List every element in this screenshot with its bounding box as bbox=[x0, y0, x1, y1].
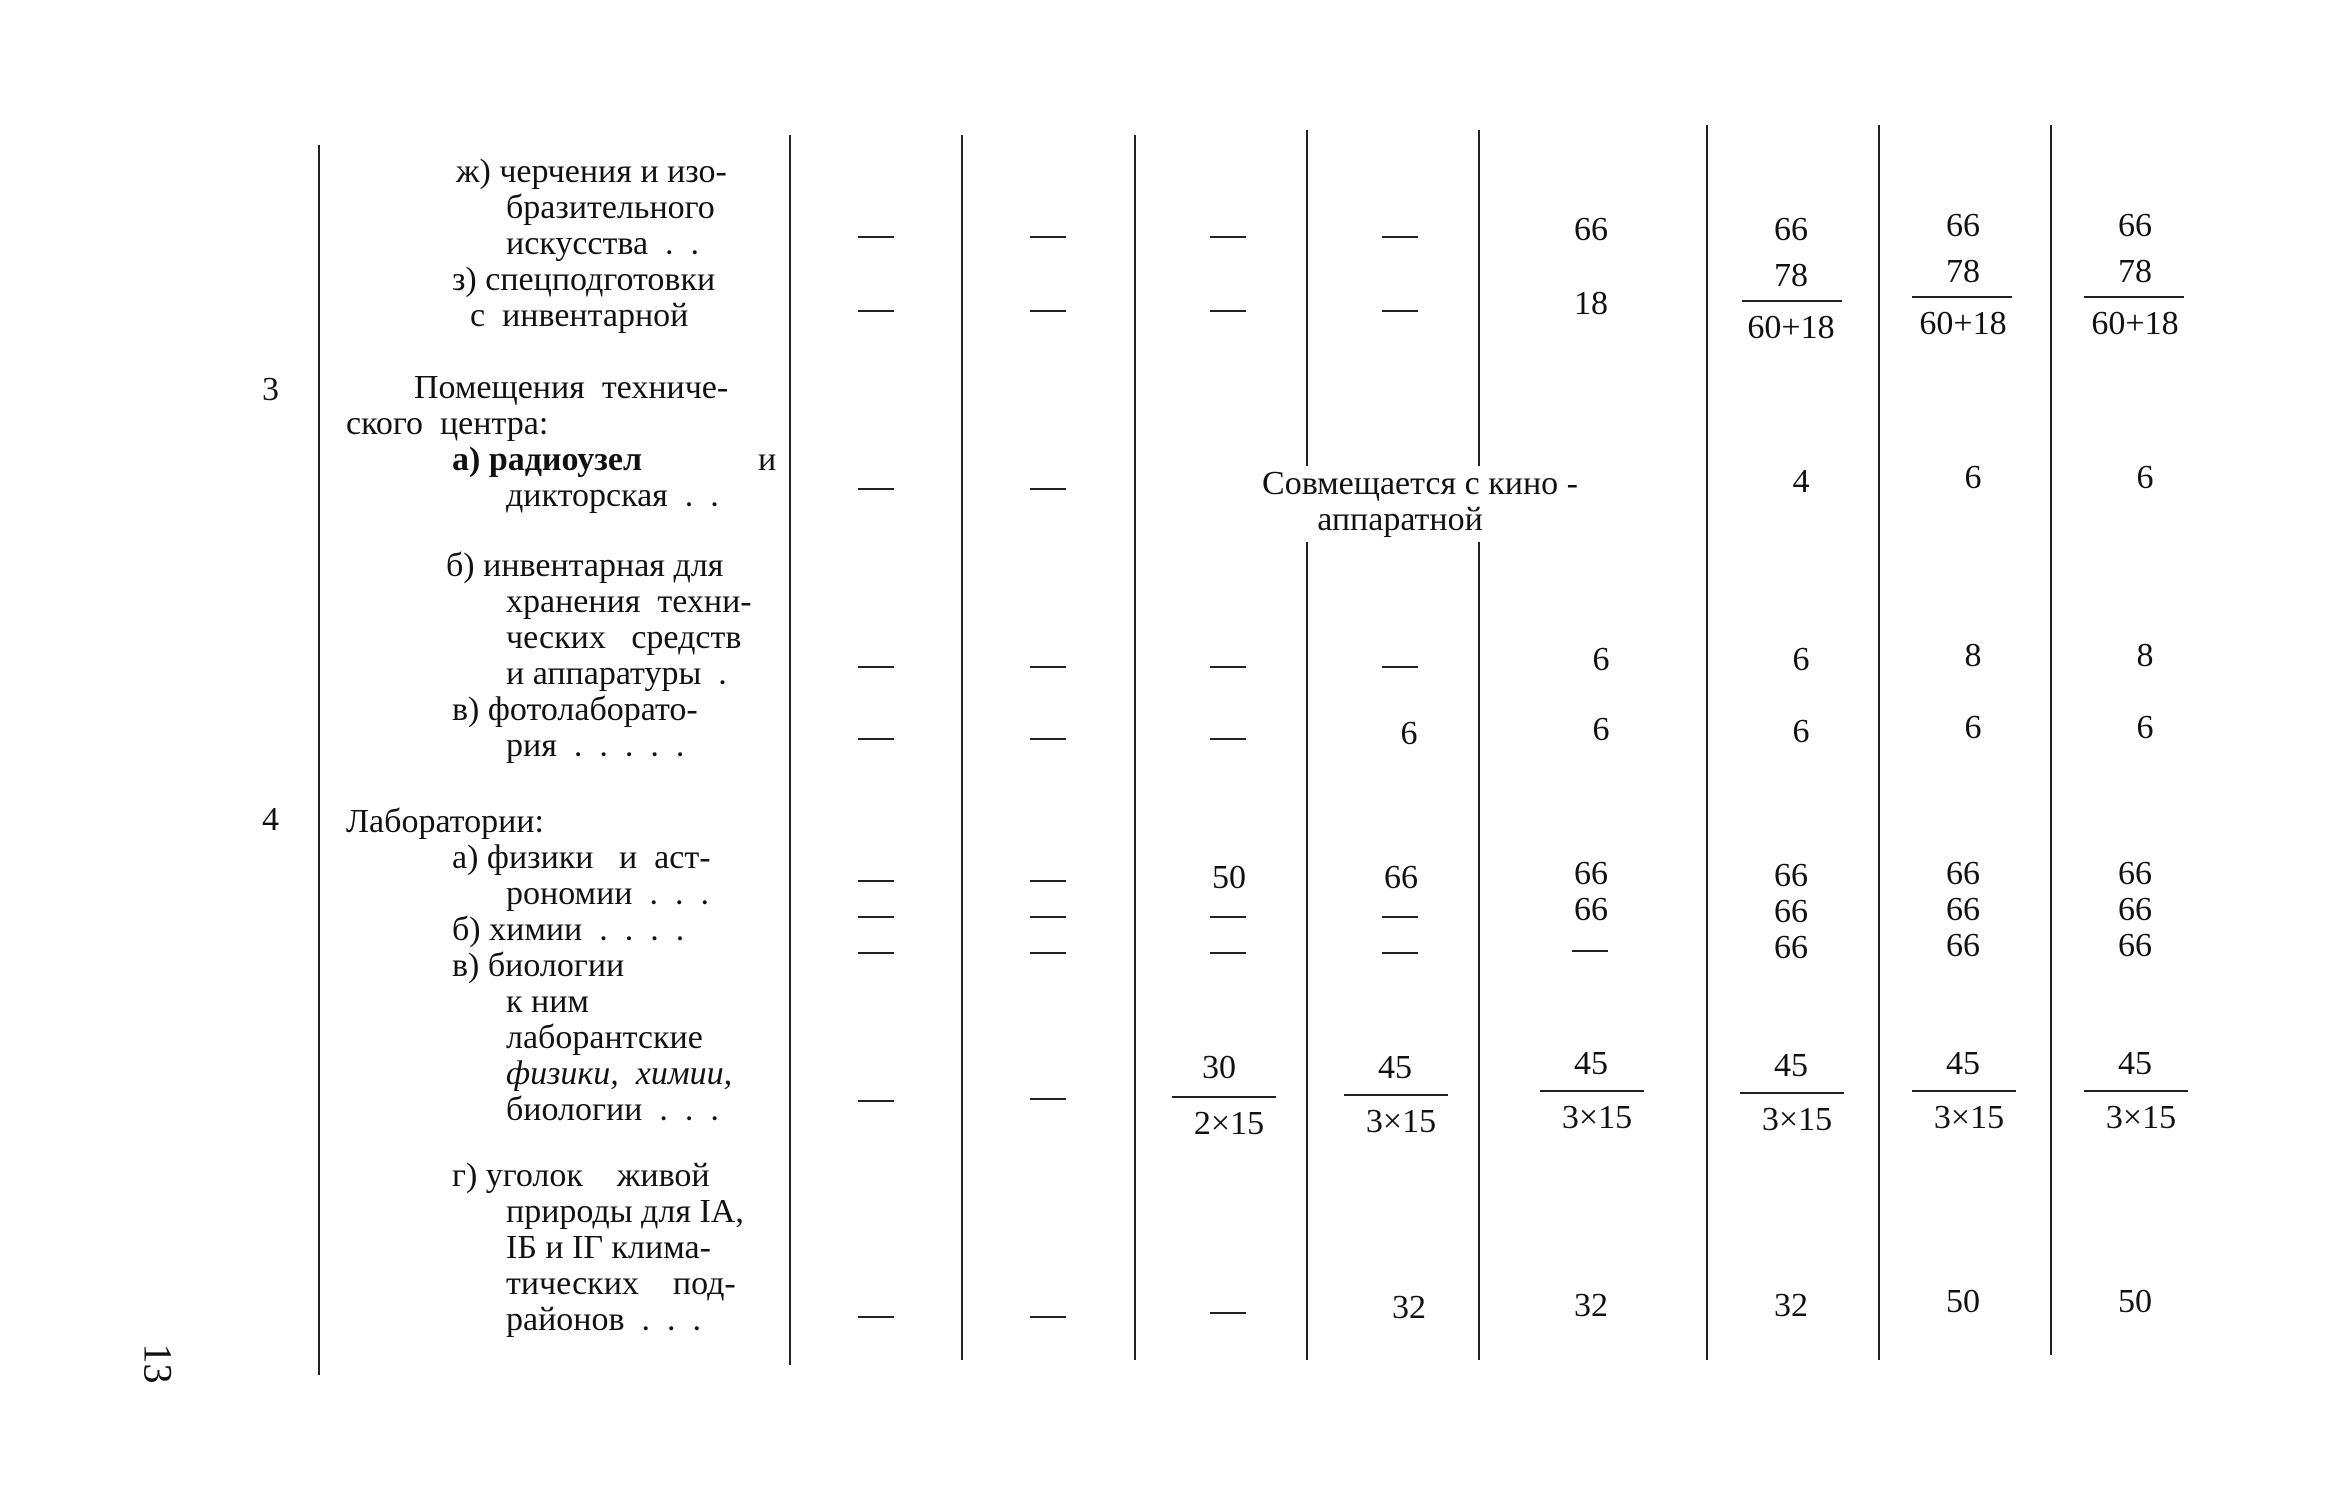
cell-value: 66 bbox=[1574, 855, 1608, 892]
cell-value: 4 bbox=[1792, 463, 1810, 500]
col-line-1 bbox=[789, 135, 791, 1365]
cell-value: 32 bbox=[1774, 1287, 1808, 1324]
empty-dash bbox=[858, 236, 894, 238]
section-title: Лаборатории: bbox=[346, 803, 544, 840]
cell-value: 8 bbox=[1964, 637, 1982, 674]
empty-dash bbox=[1572, 950, 1608, 952]
merged-note-line1: Совмещается с кино - bbox=[1262, 465, 1578, 502]
cell-value: 66 bbox=[1946, 855, 1980, 892]
empty-dash bbox=[858, 666, 894, 668]
fraction-numerator: 45 bbox=[1574, 1045, 1608, 1082]
page-number: 13 bbox=[135, 1343, 181, 1384]
cell-value: 66 bbox=[1946, 891, 1980, 928]
row-label: IБ и IГ клима- bbox=[506, 1229, 711, 1266]
col-line-3 bbox=[1134, 135, 1136, 1360]
cell-value: 6 bbox=[1792, 713, 1810, 750]
fraction-numerator: 45 bbox=[1774, 1047, 1808, 1084]
empty-dash bbox=[1030, 738, 1066, 740]
cell-value: 50 bbox=[1212, 859, 1246, 896]
col-line-7 bbox=[1878, 125, 1880, 1360]
row-label: бразительного bbox=[506, 189, 715, 226]
empty-dash bbox=[1382, 310, 1418, 312]
row-label: ческих средств bbox=[506, 619, 742, 656]
fraction-denominator: 3×15 bbox=[1365, 1103, 1437, 1140]
col-line-6 bbox=[1706, 125, 1708, 1360]
row-label: з) спецподготовки bbox=[452, 261, 716, 298]
empty-dash bbox=[1030, 952, 1066, 954]
row-label: и аппаратуры . bbox=[506, 655, 727, 692]
cell-value: 66 bbox=[2118, 855, 2152, 892]
cell-value: 66 bbox=[2118, 207, 2152, 244]
empty-dash bbox=[1210, 1312, 1246, 1314]
empty-dash bbox=[1030, 488, 1066, 490]
fraction-bar bbox=[1344, 1094, 1448, 1096]
cell-value: 66 bbox=[1384, 859, 1418, 896]
empty-dash bbox=[1382, 666, 1418, 668]
fraction-denominator: 60+18 bbox=[1747, 309, 1835, 346]
cell-value: 66 bbox=[1946, 207, 1980, 244]
fraction-denominator: 3×15 bbox=[1561, 1099, 1633, 1136]
empty-dash bbox=[1210, 236, 1246, 238]
row-label: к ним bbox=[506, 983, 589, 1020]
row-label: ж) черчения и изо- bbox=[456, 153, 727, 190]
cell-value: 50 bbox=[1946, 1283, 1980, 1320]
empty-dash bbox=[1030, 1316, 1066, 1318]
empty-dash bbox=[858, 488, 894, 490]
cell-value: 66 bbox=[1574, 211, 1608, 248]
fraction-numerator: 78 bbox=[1946, 253, 1980, 290]
cell-value: 18 bbox=[1574, 285, 1608, 322]
cell-value: 66 bbox=[1946, 927, 1980, 964]
fraction-numerator: 45 bbox=[2118, 1045, 2152, 1082]
row-label: тических под- bbox=[506, 1265, 736, 1302]
row-label: с инвентарной bbox=[470, 297, 689, 334]
fraction-bar bbox=[2084, 1090, 2188, 1092]
empty-dash bbox=[1030, 236, 1066, 238]
empty-dash bbox=[858, 916, 894, 918]
cell-value: 66 bbox=[1774, 893, 1808, 930]
row-label: в) биологии bbox=[452, 947, 625, 984]
empty-dash bbox=[1210, 952, 1246, 954]
cell-value: 6 bbox=[1964, 459, 1982, 496]
fraction-numerator: 45 bbox=[1946, 1045, 1980, 1082]
fraction-numerator: 78 bbox=[2118, 253, 2152, 290]
cell-value: 6 bbox=[1592, 711, 1610, 748]
row-label: природы для IА, bbox=[506, 1193, 744, 1230]
fraction-bar bbox=[1172, 1096, 1276, 1098]
empty-dash bbox=[1030, 1098, 1066, 1100]
cell-value: 6 bbox=[1592, 641, 1610, 678]
empty-dash bbox=[858, 738, 894, 740]
fraction-bar bbox=[1540, 1090, 1644, 1092]
row-label: б) химии . . . . bbox=[452, 911, 685, 948]
fraction-denominator: 3×15 bbox=[1933, 1099, 2005, 1136]
merged-note-line2: аппаратной bbox=[1317, 501, 1483, 538]
row-label: дикторская . . bbox=[506, 477, 719, 514]
col-line-8 bbox=[2050, 125, 2052, 1355]
cell-value: 6 bbox=[1400, 715, 1418, 752]
fraction-bar bbox=[1912, 1090, 2016, 1092]
empty-dash bbox=[858, 1316, 894, 1318]
cell-value: 6 bbox=[2136, 459, 2154, 496]
section-title: Помещения техниче- bbox=[414, 369, 729, 406]
empty-dash bbox=[858, 880, 894, 882]
empty-dash bbox=[1030, 916, 1066, 918]
row-label: рономии . . . bbox=[506, 875, 709, 912]
fraction-bar bbox=[2084, 296, 2184, 298]
empty-dash bbox=[858, 1100, 894, 1102]
cell-value: 32 bbox=[1392, 1289, 1426, 1326]
empty-dash bbox=[1030, 880, 1066, 882]
cell-value: 66 bbox=[1774, 211, 1808, 248]
empty-dash bbox=[1382, 916, 1418, 918]
row-label: б) инвентарная для bbox=[446, 547, 724, 584]
col-line-4 bbox=[1306, 130, 1308, 1360]
fraction-bar bbox=[1912, 296, 2012, 298]
empty-dash bbox=[1382, 952, 1418, 954]
cell-value: 6 bbox=[1792, 641, 1810, 678]
row-label: а) радиоузел bbox=[452, 441, 643, 478]
fraction-denominator: 3×15 bbox=[2105, 1099, 2177, 1136]
row-label: в) фотолаборато- bbox=[452, 691, 698, 728]
cell-value: 66 bbox=[1574, 891, 1608, 928]
cell-value: 66 bbox=[1774, 929, 1808, 966]
empty-dash bbox=[1382, 236, 1418, 238]
empty-dash bbox=[1210, 916, 1246, 918]
cell-value: 6 bbox=[2136, 709, 2154, 746]
row-label: и bbox=[758, 441, 777, 478]
cell-value: 50 bbox=[2118, 1283, 2152, 1320]
fraction-denominator: 60+18 bbox=[2091, 305, 2179, 342]
fraction-bar bbox=[1740, 1092, 1844, 1094]
row-label: искусства . . bbox=[506, 225, 700, 262]
row-label: рия . . . . . bbox=[506, 727, 685, 764]
cell-value: 6 bbox=[1964, 709, 1982, 746]
row-label: г) уголок живой bbox=[452, 1157, 710, 1194]
row-label: районов . . . bbox=[506, 1301, 702, 1338]
merged-note bbox=[1230, 466, 1610, 542]
section-title: ского центра: bbox=[346, 405, 549, 442]
row-label: биологии . . . bbox=[506, 1091, 719, 1128]
cell-value: 66 bbox=[2118, 927, 2152, 964]
empty-dash bbox=[1030, 666, 1066, 668]
cell-value: 66 bbox=[1774, 857, 1808, 894]
fraction-bar bbox=[1742, 300, 1842, 302]
fraction-denominator: 60+18 bbox=[1919, 305, 2007, 342]
row-label: физики, химии, bbox=[506, 1055, 733, 1092]
empty-dash bbox=[858, 952, 894, 954]
empty-dash bbox=[1030, 310, 1066, 312]
cell-value: 66 bbox=[2118, 891, 2152, 928]
fraction-numerator: 30 bbox=[1202, 1049, 1236, 1086]
fraction-denominator: 3×15 bbox=[1761, 1101, 1833, 1138]
fraction-numerator: 45 bbox=[1378, 1049, 1412, 1086]
empty-dash bbox=[1210, 738, 1246, 740]
col-line-2 bbox=[961, 135, 963, 1360]
cell-value: 8 bbox=[2136, 637, 2154, 674]
empty-dash bbox=[858, 310, 894, 312]
section-number-4: 4 bbox=[262, 801, 279, 838]
row-label: лаборантские bbox=[506, 1019, 703, 1056]
fraction-numerator: 78 bbox=[1774, 257, 1808, 294]
row-label: а) физики и аст- bbox=[452, 839, 711, 876]
fraction-denominator: 2×15 bbox=[1193, 1105, 1265, 1142]
col-line-0 bbox=[318, 145, 320, 1375]
empty-dash bbox=[1210, 310, 1246, 312]
row-label: хранения техни- bbox=[506, 583, 752, 620]
section-number-3: 3 bbox=[262, 371, 279, 408]
col-line-5 bbox=[1478, 130, 1480, 1360]
cell-value: 32 bbox=[1574, 1287, 1608, 1324]
empty-dash bbox=[1210, 666, 1246, 668]
